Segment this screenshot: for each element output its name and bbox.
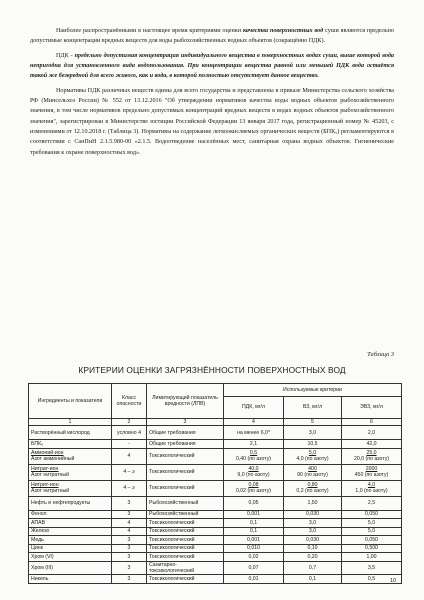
table-row bbox=[29, 527, 402, 536]
cell-lfv-line: Токсикологический bbox=[149, 519, 195, 526]
column-number: 1 bbox=[29, 419, 112, 426]
paragraph-text: ПДК - bbox=[56, 52, 75, 59]
cell-pdk bbox=[224, 510, 284, 519]
cell-pdk-line: 0,1 bbox=[249, 519, 258, 526]
cell-vz-line: 90 (по азоту) bbox=[297, 472, 328, 479]
table-row bbox=[29, 464, 402, 480]
cell-hazard-class bbox=[112, 510, 147, 519]
emphasis-text: предельно допустимая концентрация индивидуального вещества в поверхностных водах суши, выше которой вода непригодна для установленного вида водопользования. При концентрации вещества равной или меньшей ПДК вода остаётся такой же безвредной для всего живого, как и вода, в которой полностью отсутствует данное вещество. bbox=[30, 52, 394, 80]
cell-evz-line: 3,5 bbox=[367, 564, 376, 571]
cell-ingredient-line: Нитрат-ион bbox=[31, 466, 59, 472]
cell-hazard-class bbox=[112, 480, 147, 496]
cell-vz bbox=[284, 496, 342, 510]
cell-ingredient bbox=[29, 496, 112, 510]
cell-vz bbox=[284, 519, 342, 528]
cell-evz bbox=[342, 480, 402, 496]
cell-ingredient-line: АПАВ bbox=[31, 519, 46, 526]
cell-ingredient-line: Нитрит-ион bbox=[31, 482, 59, 488]
cell-hazard-class-line: 3 bbox=[127, 536, 131, 543]
cell-evz bbox=[342, 426, 402, 440]
cell-evz-line: 42,0 bbox=[366, 440, 377, 447]
cell-hazard-class-line: 3 bbox=[127, 545, 131, 552]
cell-lfv-line: Общие требования bbox=[149, 429, 196, 436]
cell-hazard-class-line: 4 – э bbox=[123, 469, 135, 476]
cell-hazard-class-line: 4 bbox=[127, 528, 131, 535]
cell-hazard-class bbox=[112, 448, 147, 464]
cell-hazard-class-line: - bbox=[128, 440, 130, 447]
cell-evz bbox=[342, 496, 402, 510]
cell-lfv-line: Токсикологический bbox=[149, 536, 195, 543]
table-row bbox=[29, 553, 402, 562]
cell-vz bbox=[284, 561, 342, 574]
cell-lfv bbox=[147, 448, 224, 464]
cell-evz-line: 1,00 bbox=[366, 553, 377, 560]
cell-vz-line: 0,030 bbox=[306, 536, 319, 543]
cell-hazard-class bbox=[112, 575, 147, 584]
column-number: 2 bbox=[112, 419, 147, 426]
table-row bbox=[29, 510, 402, 519]
cell-evz-line: 0,050 bbox=[365, 536, 378, 543]
cell-vz bbox=[284, 536, 342, 545]
cell-pdk bbox=[224, 480, 284, 496]
cell-pdk bbox=[224, 426, 284, 440]
header-evz: ЭВЗ, мг/л bbox=[342, 397, 402, 419]
cell-ingredient bbox=[29, 519, 112, 528]
table-row bbox=[29, 448, 402, 464]
cell-ingredient-line: Азот нитритный bbox=[31, 488, 70, 495]
cell-evz-line: 20,0 (по азоту) bbox=[353, 456, 390, 463]
cell-evz bbox=[342, 448, 402, 464]
cell-pdk-line: на менее 6,0* bbox=[237, 429, 270, 436]
cell-lfv bbox=[147, 553, 224, 562]
table-number: Таблица 3 bbox=[367, 351, 394, 358]
cell-vz-line: 0,7 bbox=[308, 564, 317, 571]
cell-pdk bbox=[224, 527, 284, 536]
cell-vz bbox=[284, 440, 342, 449]
cell-hazard-class-line: 3 bbox=[127, 500, 131, 507]
cell-evz-line: 0,050 bbox=[365, 511, 378, 518]
cell-lfv bbox=[147, 440, 224, 449]
header-lfv: Лимитирующий показатель вредности (ЛПВ) bbox=[147, 384, 224, 419]
cell-vz bbox=[284, 426, 342, 440]
cell-vz-line: 0,030 bbox=[306, 511, 319, 518]
cell-ingredient-line: Аммоний-ион bbox=[31, 450, 64, 456]
cell-evz-line: 5,0 bbox=[367, 519, 376, 526]
cell-ingredient-line: Азот нитратный bbox=[31, 472, 70, 479]
paragraph-pdk-definition bbox=[30, 51, 394, 82]
paragraph-norms: Нормативы ПДК различных веществ едины для всего государства и представлены в приказе Министерства сельского хозяйства РФ (Минсельхоз России) № 552 от 13.12.2016 "Об утверждении нормативов качества воды водных объектов рыбохозяйственного значения, в том числе нормативов предельно допустимых концентраций вредных веществ в водах водных объектов рыбохозяйственного значения", зарегистрирован в Министерстве юстиции Российской Федерации 13 января 2017 года, регистрационный номер № 45203, с изменениями от 12.10.2018 г. (Таблица 3). Нормативы на содержание легкоокисляемых органических веществ (БПК₅) регламентируются в соответствии с СанПиН 2.1.5.980-00 «2.1.5. Водоотведение населённых мест, санитарная охрана водных объектов. Гигиенические требования к охране поверхностных вод». bbox=[30, 87, 394, 156]
cell-ingredient bbox=[29, 448, 112, 464]
cell-pdk-line: 0,02 (по азоту) bbox=[235, 488, 272, 495]
cell-hazard-class-line: 3 bbox=[127, 553, 131, 560]
cell-ingredient-line: Медь bbox=[31, 536, 44, 543]
cell-vz-line: 3,0 bbox=[308, 528, 317, 535]
cell-lfv bbox=[147, 536, 224, 545]
cell-hazard-class bbox=[112, 536, 147, 545]
cell-ingredient-line: БПК₅ bbox=[31, 440, 44, 447]
cell-lfv-line: Токсикологический bbox=[149, 528, 195, 535]
paragraph-quality-criteria bbox=[30, 26, 394, 47]
intro-text bbox=[30, 26, 394, 158]
cell-hazard-class-line: 3 bbox=[127, 575, 131, 582]
cell-ingredient-line: Растворённый кислород bbox=[31, 429, 90, 436]
cell-pdk bbox=[224, 496, 284, 510]
paragraph-text: суши являются предельно допустимые концентрации вредных веществ для воды рыбохозяйственных водных объектов (сокращённо ПДК). bbox=[30, 28, 394, 45]
column-number: 4 bbox=[224, 419, 284, 426]
cell-hazard-class bbox=[112, 440, 147, 449]
table-row bbox=[29, 440, 402, 449]
cell-pdk bbox=[224, 544, 284, 553]
cell-evz bbox=[342, 536, 402, 545]
cell-lfv bbox=[147, 426, 224, 440]
table-row bbox=[29, 496, 402, 510]
cell-ingredient bbox=[29, 575, 112, 584]
paragraph-text: Наиболее распространёнными в настоящее время критериями оценки bbox=[56, 28, 243, 34]
cell-evz-line: 0,5 bbox=[367, 575, 376, 582]
cell-pdk-line: 0,05 bbox=[248, 500, 259, 507]
cell-vz-line: 5,0 bbox=[308, 450, 317, 456]
cell-hazard-class-line: условно 4 bbox=[117, 429, 141, 436]
page-number: 10 bbox=[390, 578, 397, 584]
cell-lfv bbox=[147, 544, 224, 553]
cell-lfv-line: Токсикологический bbox=[149, 575, 195, 582]
cell-evz-line: 1,0 (по азоту) bbox=[355, 488, 388, 495]
cell-lfv-line: Токсикологический bbox=[149, 453, 195, 460]
cell-hazard-class bbox=[112, 561, 147, 574]
cell-vz-line: 3,0 bbox=[308, 429, 317, 436]
cell-hazard-class-line: 3 bbox=[127, 511, 131, 518]
criteria-table bbox=[28, 383, 402, 584]
cell-lfv bbox=[147, 464, 224, 480]
cell-evz-line: 4,0 bbox=[367, 482, 376, 488]
cell-ingredient bbox=[29, 464, 112, 480]
table-row bbox=[29, 426, 402, 440]
cell-ingredient-line: Железо bbox=[31, 528, 50, 535]
cell-vz-line: 1,50 bbox=[307, 500, 318, 507]
cell-lfv bbox=[147, 510, 224, 519]
cell-evz bbox=[342, 527, 402, 536]
cell-hazard-class bbox=[112, 544, 147, 553]
cell-ingredient bbox=[29, 544, 112, 553]
column-number: 3 bbox=[147, 419, 224, 426]
cell-hazard-class-line: 4 – э bbox=[123, 485, 135, 492]
cell-pdk-line: 40,0 bbox=[248, 466, 259, 472]
cell-lfv bbox=[147, 527, 224, 536]
cell-vz bbox=[284, 464, 342, 480]
cell-pdk bbox=[224, 464, 284, 480]
cell-pdk-line: 0,01 bbox=[248, 575, 259, 582]
cell-ingredient-line: Азот аммонийный bbox=[31, 456, 75, 463]
cell-vz bbox=[284, 480, 342, 496]
cell-hazard-class bbox=[112, 519, 147, 528]
cell-vz-line: 0,80 bbox=[307, 482, 318, 488]
cell-ingredient-line: Хром (VI) bbox=[31, 553, 54, 560]
cell-pdk-line: 0,07 bbox=[248, 564, 259, 571]
cell-ingredient bbox=[29, 440, 112, 449]
header-hazard-class: Класс опасности bbox=[112, 384, 147, 419]
cell-evz bbox=[342, 519, 402, 528]
table-row bbox=[29, 561, 402, 574]
cell-pdk bbox=[224, 553, 284, 562]
cell-vz-line: 400 bbox=[308, 466, 317, 472]
cell-vz-line: 0,10 bbox=[307, 545, 318, 552]
cell-pdk bbox=[224, 519, 284, 528]
cell-vz-line: 4,0 (по азоту) bbox=[296, 456, 329, 463]
cell-hazard-class bbox=[112, 496, 147, 510]
cell-lfv-line: Рыбохозяйственный bbox=[149, 500, 199, 507]
cell-pdk bbox=[224, 575, 284, 584]
cell-ingredient bbox=[29, 561, 112, 574]
cell-vz-line: 0,2 (по азоту) bbox=[296, 488, 329, 495]
cell-pdk-line: 0,08 bbox=[248, 482, 259, 488]
table-row bbox=[29, 544, 402, 553]
cell-ingredient-line: Цинк bbox=[31, 545, 43, 552]
column-number: 6 bbox=[342, 419, 402, 426]
cell-lfv bbox=[147, 519, 224, 528]
cell-pdk-line: 2,1 bbox=[249, 440, 258, 447]
cell-evz-line: 5,0 bbox=[367, 528, 376, 535]
cell-lfv-line: Токсикологический bbox=[149, 485, 195, 492]
cell-lfv-line: Рыбохозяйственный bbox=[149, 511, 199, 518]
cell-hazard-class bbox=[112, 464, 147, 480]
cell-pdk bbox=[224, 448, 284, 464]
cell-ingredient-line: Хром (III) bbox=[31, 564, 54, 571]
cell-ingredient bbox=[29, 536, 112, 545]
cell-lfv-line: Токсикологический bbox=[149, 469, 195, 476]
cell-vz bbox=[284, 553, 342, 562]
cell-hazard-class bbox=[112, 553, 147, 562]
header-vz: ВЗ, мг/л bbox=[284, 397, 342, 419]
cell-ingredient-line: Нефть и нефтепродукты bbox=[31, 500, 91, 507]
cell-evz-line: 2,5 bbox=[367, 500, 376, 507]
cell-pdk bbox=[224, 440, 284, 449]
cell-evz bbox=[342, 553, 402, 562]
cell-lfv bbox=[147, 575, 224, 584]
cell-hazard-class-line: 3 bbox=[127, 564, 131, 571]
cell-pdk-line: 0,5 bbox=[249, 450, 258, 456]
cell-hazard-class-line: 4 bbox=[127, 453, 131, 460]
cell-pdk-line: 0,001 bbox=[247, 511, 260, 518]
cell-pdk-line: 0,010 bbox=[247, 545, 260, 552]
cell-pdk-line: 9,0 (по азоту) bbox=[237, 472, 270, 479]
cell-ingredient bbox=[29, 426, 112, 440]
cell-pdk-line: 0,40 (по азоту) bbox=[235, 456, 272, 463]
cell-lfv-line: Общие требования bbox=[149, 440, 196, 447]
header-ingredients: Ингредиенты и показатели bbox=[29, 384, 112, 419]
cell-lfv bbox=[147, 561, 224, 574]
cell-lfv-line: Токсикологический bbox=[149, 545, 195, 552]
cell-vz bbox=[284, 510, 342, 519]
cell-ingredient bbox=[29, 480, 112, 496]
cell-lfv bbox=[147, 480, 224, 496]
cell-pdk-line: 0,1 bbox=[249, 528, 258, 535]
cell-evz-line: 2000 bbox=[365, 466, 378, 472]
cell-vz-line: 10,5 bbox=[307, 440, 318, 447]
cell-vz-line: 0,1 bbox=[308, 575, 317, 582]
cell-vz-line: 0,20 bbox=[307, 553, 318, 560]
cell-evz bbox=[342, 464, 402, 480]
cell-vz-line: 3,0 bbox=[308, 519, 317, 526]
cell-evz-line: 25,0 bbox=[366, 450, 377, 456]
cell-pdk bbox=[224, 536, 284, 545]
cell-evz bbox=[342, 510, 402, 519]
cell-pdk-line: 0,001 bbox=[247, 536, 260, 543]
column-number: 5 bbox=[284, 419, 342, 426]
cell-ingredient-line: Фенол bbox=[31, 511, 47, 518]
cell-lfv bbox=[147, 496, 224, 510]
table-row bbox=[29, 519, 402, 528]
cell-lfv-line: Токсикологический bbox=[149, 553, 195, 560]
table-row bbox=[29, 536, 402, 545]
table-row bbox=[29, 480, 402, 496]
header-pdk: ПДК, мг/л bbox=[224, 397, 284, 419]
cell-lfv-line: Санитарно-токсикологический bbox=[149, 561, 195, 574]
cell-evz bbox=[342, 440, 402, 449]
cell-evz-line: 450 (по азоту) bbox=[354, 472, 389, 479]
cell-ingredient bbox=[29, 527, 112, 536]
cell-evz bbox=[342, 544, 402, 553]
cell-vz bbox=[284, 575, 342, 584]
table-row bbox=[29, 575, 402, 584]
table-title: КРИТЕРИИ ОЦЕНКИ ЗАГРЯЗНЁННОСТИ ПОВЕРХНОСТНЫХ ВОД bbox=[78, 365, 346, 375]
cell-hazard-class-line: 4 bbox=[127, 519, 131, 526]
cell-vz bbox=[284, 544, 342, 553]
cell-hazard-class bbox=[112, 527, 147, 536]
cell-evz-line: 0,500 bbox=[365, 545, 378, 552]
cell-evz bbox=[342, 561, 402, 574]
cell-pdk-line: 0,02 bbox=[248, 553, 259, 560]
cell-ingredient bbox=[29, 510, 112, 519]
emphasis-text: качества поверхностных вод bbox=[242, 28, 324, 34]
cell-hazard-class bbox=[112, 426, 147, 440]
cell-pdk bbox=[224, 561, 284, 574]
cell-vz bbox=[284, 527, 342, 536]
cell-ingredient-line: Никель bbox=[31, 575, 49, 582]
header-used-criteria: Используемые критерии bbox=[224, 384, 402, 397]
cell-ingredient bbox=[29, 553, 112, 562]
cell-vz bbox=[284, 448, 342, 464]
column-number-row bbox=[29, 419, 402, 426]
cell-evz-line: 2,0 bbox=[367, 429, 376, 436]
